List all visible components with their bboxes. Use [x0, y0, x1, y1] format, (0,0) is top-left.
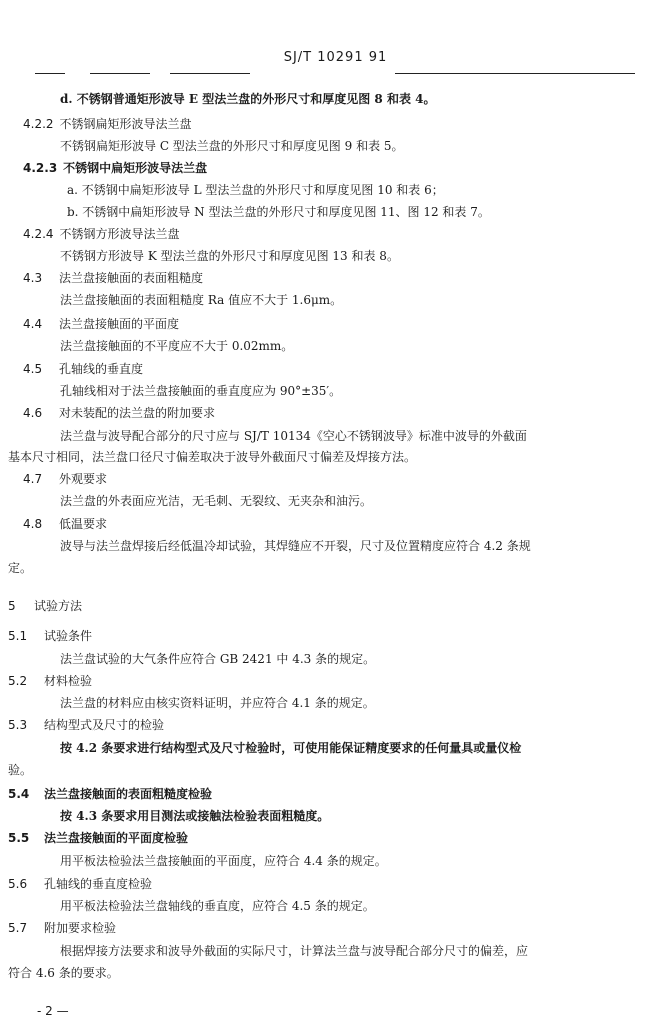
section-title: 外观要求	[59, 472, 108, 486]
section-title: 不锈钢中扁矩形波导法兰盘	[63, 161, 208, 175]
section-title: 法兰盘接触面的表面粗糙度检验	[44, 787, 213, 801]
paragraph: 用平板法检验法兰盘接触面的平面度，应符合 4.4 条的规定。	[60, 854, 387, 868]
section-heading-4-3	[23, 270, 203, 286]
section-number: 4.6	[23, 406, 43, 420]
section-title: 不锈钢扁矩形波导法兰盘	[59, 117, 192, 131]
section-heading-4-5	[23, 361, 143, 377]
paragraph-continuation: 符合 4.6 条的要求。	[8, 966, 119, 980]
header-rule	[35, 73, 65, 74]
header-rule	[395, 73, 635, 74]
section-number: 5.5	[8, 831, 30, 845]
section-heading-5-4	[8, 786, 212, 802]
section-number: 4.2.3	[23, 161, 58, 175]
section-title: 附加要求检验	[44, 921, 117, 935]
paragraph: 根据焊接方法要求和波导外截面的实际尺寸，计算法兰盘与波导配合部分尺寸的偏差，应	[60, 944, 529, 958]
paragraph-continuation: 定。	[8, 561, 33, 575]
paragraph: 法兰盘接触面的不平度应不大于 0.02mm。	[60, 339, 294, 353]
section-heading-4-2-3	[23, 160, 207, 176]
paragraph: 不锈钢方形波导 K 型法兰盘的外形尺寸和厚度见图 13 和表 8。	[60, 249, 399, 263]
paragraph-continuation: 验。	[8, 763, 33, 777]
section-number: 4.7	[23, 472, 43, 486]
section-heading-4-2-2	[23, 116, 192, 132]
header-rule	[170, 73, 250, 74]
section-title: 材料检验	[44, 674, 93, 688]
paragraph: 按 4.2 条要求进行结构型式及尺寸检验时，可使用能保证精度要求的任何量具或量仪检	[60, 741, 522, 755]
section-number: 5.4	[8, 787, 30, 801]
section-heading-4-2-4	[23, 226, 180, 242]
section-heading-5-6	[8, 876, 152, 892]
section-heading-5-5	[8, 830, 188, 846]
section-heading-5-3	[8, 717, 164, 733]
document-number: SJ/T 10291 91	[283, 50, 388, 65]
section-title: 试验条件	[44, 629, 93, 643]
paragraph: 不锈钢扁矩形波导 C 型法兰盘的外形尺寸和厚度见图 9 和表 5。	[60, 139, 404, 153]
section-title: 结构型式及尺寸的检验	[44, 718, 165, 732]
list-item-a: a. 不锈钢中扁矩形波导 L 型法兰盘的外形尺寸和厚度见图 10 和表 6；	[67, 183, 444, 197]
paragraph: 波导与法兰盘焊接后经低温冷却试验，其焊缝应不开裂，尺寸及位置精度应符合 4.2 条规	[60, 539, 531, 553]
section-number: 5.6	[8, 877, 28, 891]
section-number: 5.3	[8, 718, 28, 732]
header-rule	[90, 73, 150, 74]
paragraph: 法兰盘的材料应由核实资料证明，并应符合 4.1 条的规定。	[60, 696, 375, 710]
section-heading-4-6	[23, 405, 215, 421]
paragraph: 孔轴线相对于法兰盘接触面的垂直度应为 90°±35′。	[60, 384, 342, 398]
section-title: 法兰盘接触面的平面度检验	[44, 831, 189, 845]
section-number: 5.2	[8, 674, 28, 688]
paragraph: 法兰盘试验的大气条件应符合 GB 2421 中 4.3 条的规定。	[60, 652, 376, 666]
list-item-d: d. 不锈钢普通矩形波导 E 型法兰盘的外形尺寸和厚度见图 8 和表 4。	[60, 92, 436, 106]
page-header	[0, 50, 671, 74]
section-number: 4.4	[23, 317, 43, 331]
section-heading-5-7	[8, 920, 116, 936]
section-heading-5-1	[8, 628, 92, 644]
section-heading-4-8	[23, 516, 107, 532]
section-heading-4-7	[23, 471, 107, 487]
section-title: 孔轴线的垂直度	[59, 362, 144, 376]
section-number: 5.1	[8, 629, 28, 643]
section-number: 5.7	[8, 921, 28, 935]
section-heading-5-2	[8, 673, 92, 689]
paragraph: 用平板法检验法兰盘轴线的垂直度，应符合 4.5 条的规定。	[60, 899, 375, 913]
chapter-heading-5	[8, 598, 82, 614]
section-title: 法兰盘接触面的表面粗糙度	[59, 271, 204, 285]
paragraph: 法兰盘与波导配合部分的尺寸应与 SJ/T 10134《空心不锈钢波导》标准中波导的外截面	[60, 429, 527, 443]
section-number: 4.5	[23, 362, 43, 376]
list-item-b: b. 不锈钢中扁矩形波导 N 型法兰盘的外形尺寸和厚度见图 11、图 12 和表 7。	[67, 205, 490, 219]
section-title: 对未装配的法兰盘的附加要求	[59, 406, 216, 420]
section-number: 4.2.2	[23, 117, 54, 131]
section-number: 4.3	[23, 271, 43, 285]
section-title: 法兰盘接触面的平面度	[59, 317, 180, 331]
section-title: 低温要求	[59, 517, 108, 531]
paragraph: 按 4.3 条要求用目测法或接触法检验表面粗糙度。	[60, 809, 330, 823]
section-heading-4-4	[23, 316, 179, 332]
section-number: 5	[8, 599, 16, 613]
paragraph-continuation: 基本尺寸相同，法兰盘口径尺寸偏差取决于波导外截面尺寸偏差及焊接方法。	[8, 450, 417, 464]
paragraph: 法兰盘接触面的表面粗糙度 Ra 值应不大于 1.6μm。	[60, 293, 343, 307]
section-title: 不锈钢方形波导法兰盘	[59, 227, 180, 241]
paragraph: 法兰盘的外表面应光洁，无毛刺、无裂纹、无夹杂和油污。	[60, 494, 373, 508]
section-number: 4.2.4	[23, 227, 54, 241]
section-number: 4.8	[23, 517, 43, 531]
section-title: 孔轴线的垂直度检验	[44, 877, 153, 891]
page-number: - 2 —	[37, 1004, 69, 1018]
section-title: 试验方法	[34, 599, 83, 613]
